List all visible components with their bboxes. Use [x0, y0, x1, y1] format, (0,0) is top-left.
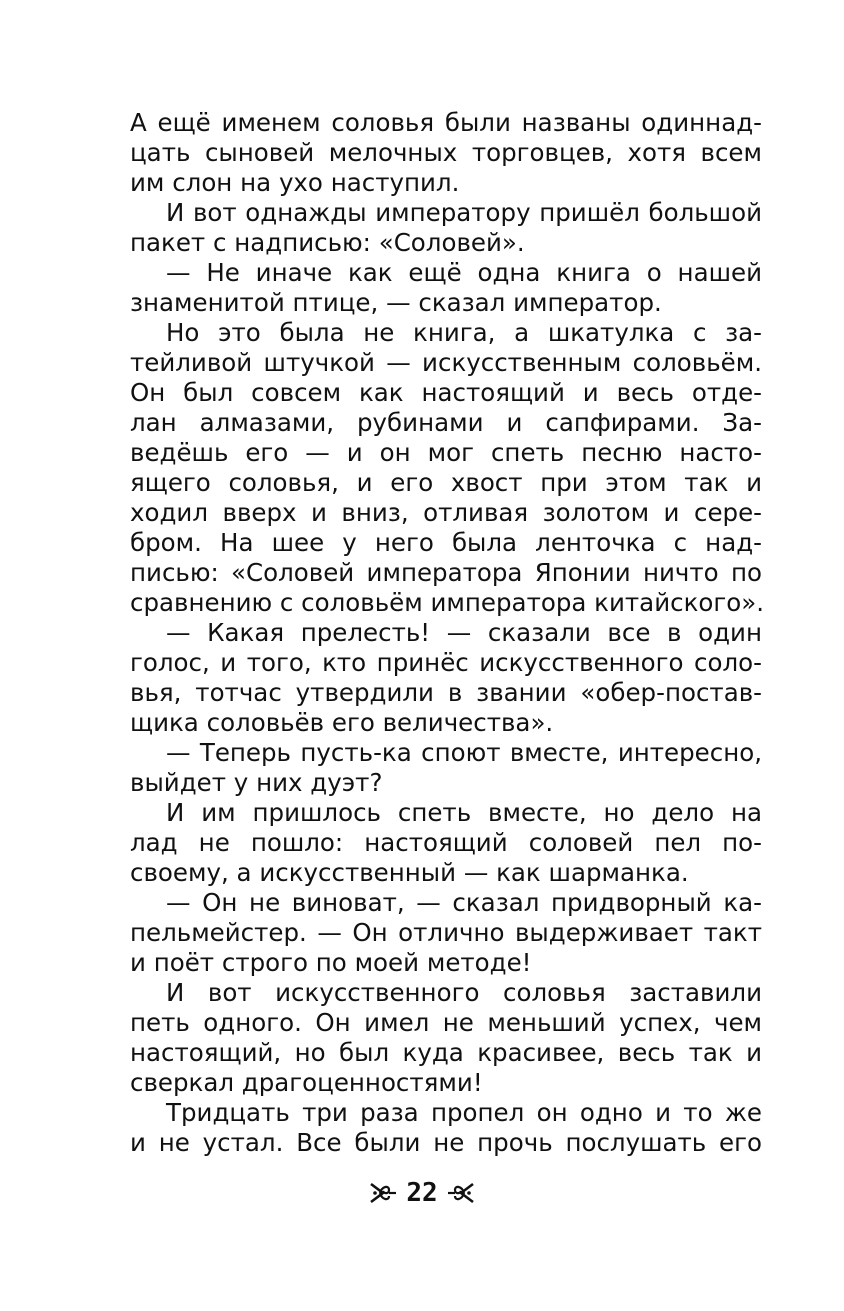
text-line: цать сыновей мелочных торговцев, хотя всем	[130, 138, 762, 167]
text-line: лан алмазами, рубинами и сапфирами. За-	[130, 408, 762, 437]
text-line: И им пришлось спеть вместе, но дело на	[166, 798, 762, 827]
text-line: — Теперь пусть-ка споют вместе, интересно,	[166, 738, 762, 767]
text-line: вья, тотчас утвердили в звании «обер-постав-	[130, 678, 762, 707]
text-line: — Он не виноват, — сказал придворный ка-	[166, 888, 762, 917]
text-line: выйдет у них дуэт?	[130, 768, 383, 797]
page-text	[130, 108, 765, 1158]
text-line: лад не пошло: настоящий соловей пел по-	[130, 828, 762, 857]
text-line: своему, а искусственный — как шарманка.	[130, 858, 689, 887]
text-line: щика соловьёв его величества».	[130, 708, 554, 737]
text-line: Тридцать три раза пропел он одно и то же	[166, 1098, 762, 1127]
text-line: Но это была не книга, а шкатулка с за-	[166, 318, 762, 347]
text-line: настоящий, но был куда красивее, весь так и	[130, 1038, 762, 1067]
left-ornament-icon	[368, 1181, 398, 1205]
text-line: им слон на ухо наступил.	[130, 168, 460, 197]
page-footer	[0, 1176, 844, 1210]
text-line: тейливой штучкой — искусственным соловьём.	[130, 348, 762, 377]
text-line: петь одного. Он имел не меньший успех, чем	[130, 1008, 762, 1037]
text-line: пельмейстер. — Он отлично выдерживает такт	[130, 918, 762, 947]
text-line: ящего соловья, и его хвост при этом так и	[130, 468, 762, 497]
text-line: ходил вверх и вниз, отливая золотом и сере-	[130, 498, 762, 527]
text-line: бром. На шее у него была ленточка с над-	[130, 528, 762, 557]
text-line: писью: «Соловей императора Японии ничто по	[130, 558, 762, 587]
right-ornament-icon	[446, 1181, 476, 1205]
text-line: и не устал. Все были не прочь послушать его	[130, 1128, 762, 1157]
page-number: 22	[406, 1178, 438, 1208]
text-line: и поёт строго по моей методе!	[130, 948, 532, 977]
text-line: Он был совсем как настоящий и весь отде-	[130, 378, 762, 407]
text-line: И вот искусственного соловья заставили	[166, 978, 762, 1007]
text-line: голос, и того, кто принёс искусственного соло-	[130, 648, 762, 677]
text-line: — Не иначе как ещё одна книга о нашей	[166, 258, 762, 287]
text-line: А ещё именем соловья были названы одиннад-	[130, 108, 762, 137]
text-line: пакет с надписью: «Соловей».	[130, 228, 525, 257]
text-line: сверкал драгоценностями!	[130, 1068, 483, 1097]
text-line: ведёшь его — и он мог спеть песню насто-	[130, 438, 762, 467]
text-line: — Какая прелесть! — сказали все в один	[166, 618, 762, 647]
text-line: И вот однажды императору пришёл большой	[166, 198, 762, 227]
text-line: знаменитой птице, — сказал император.	[130, 288, 662, 317]
text-line: сравнению с соловьём императора китайского».	[130, 588, 765, 617]
